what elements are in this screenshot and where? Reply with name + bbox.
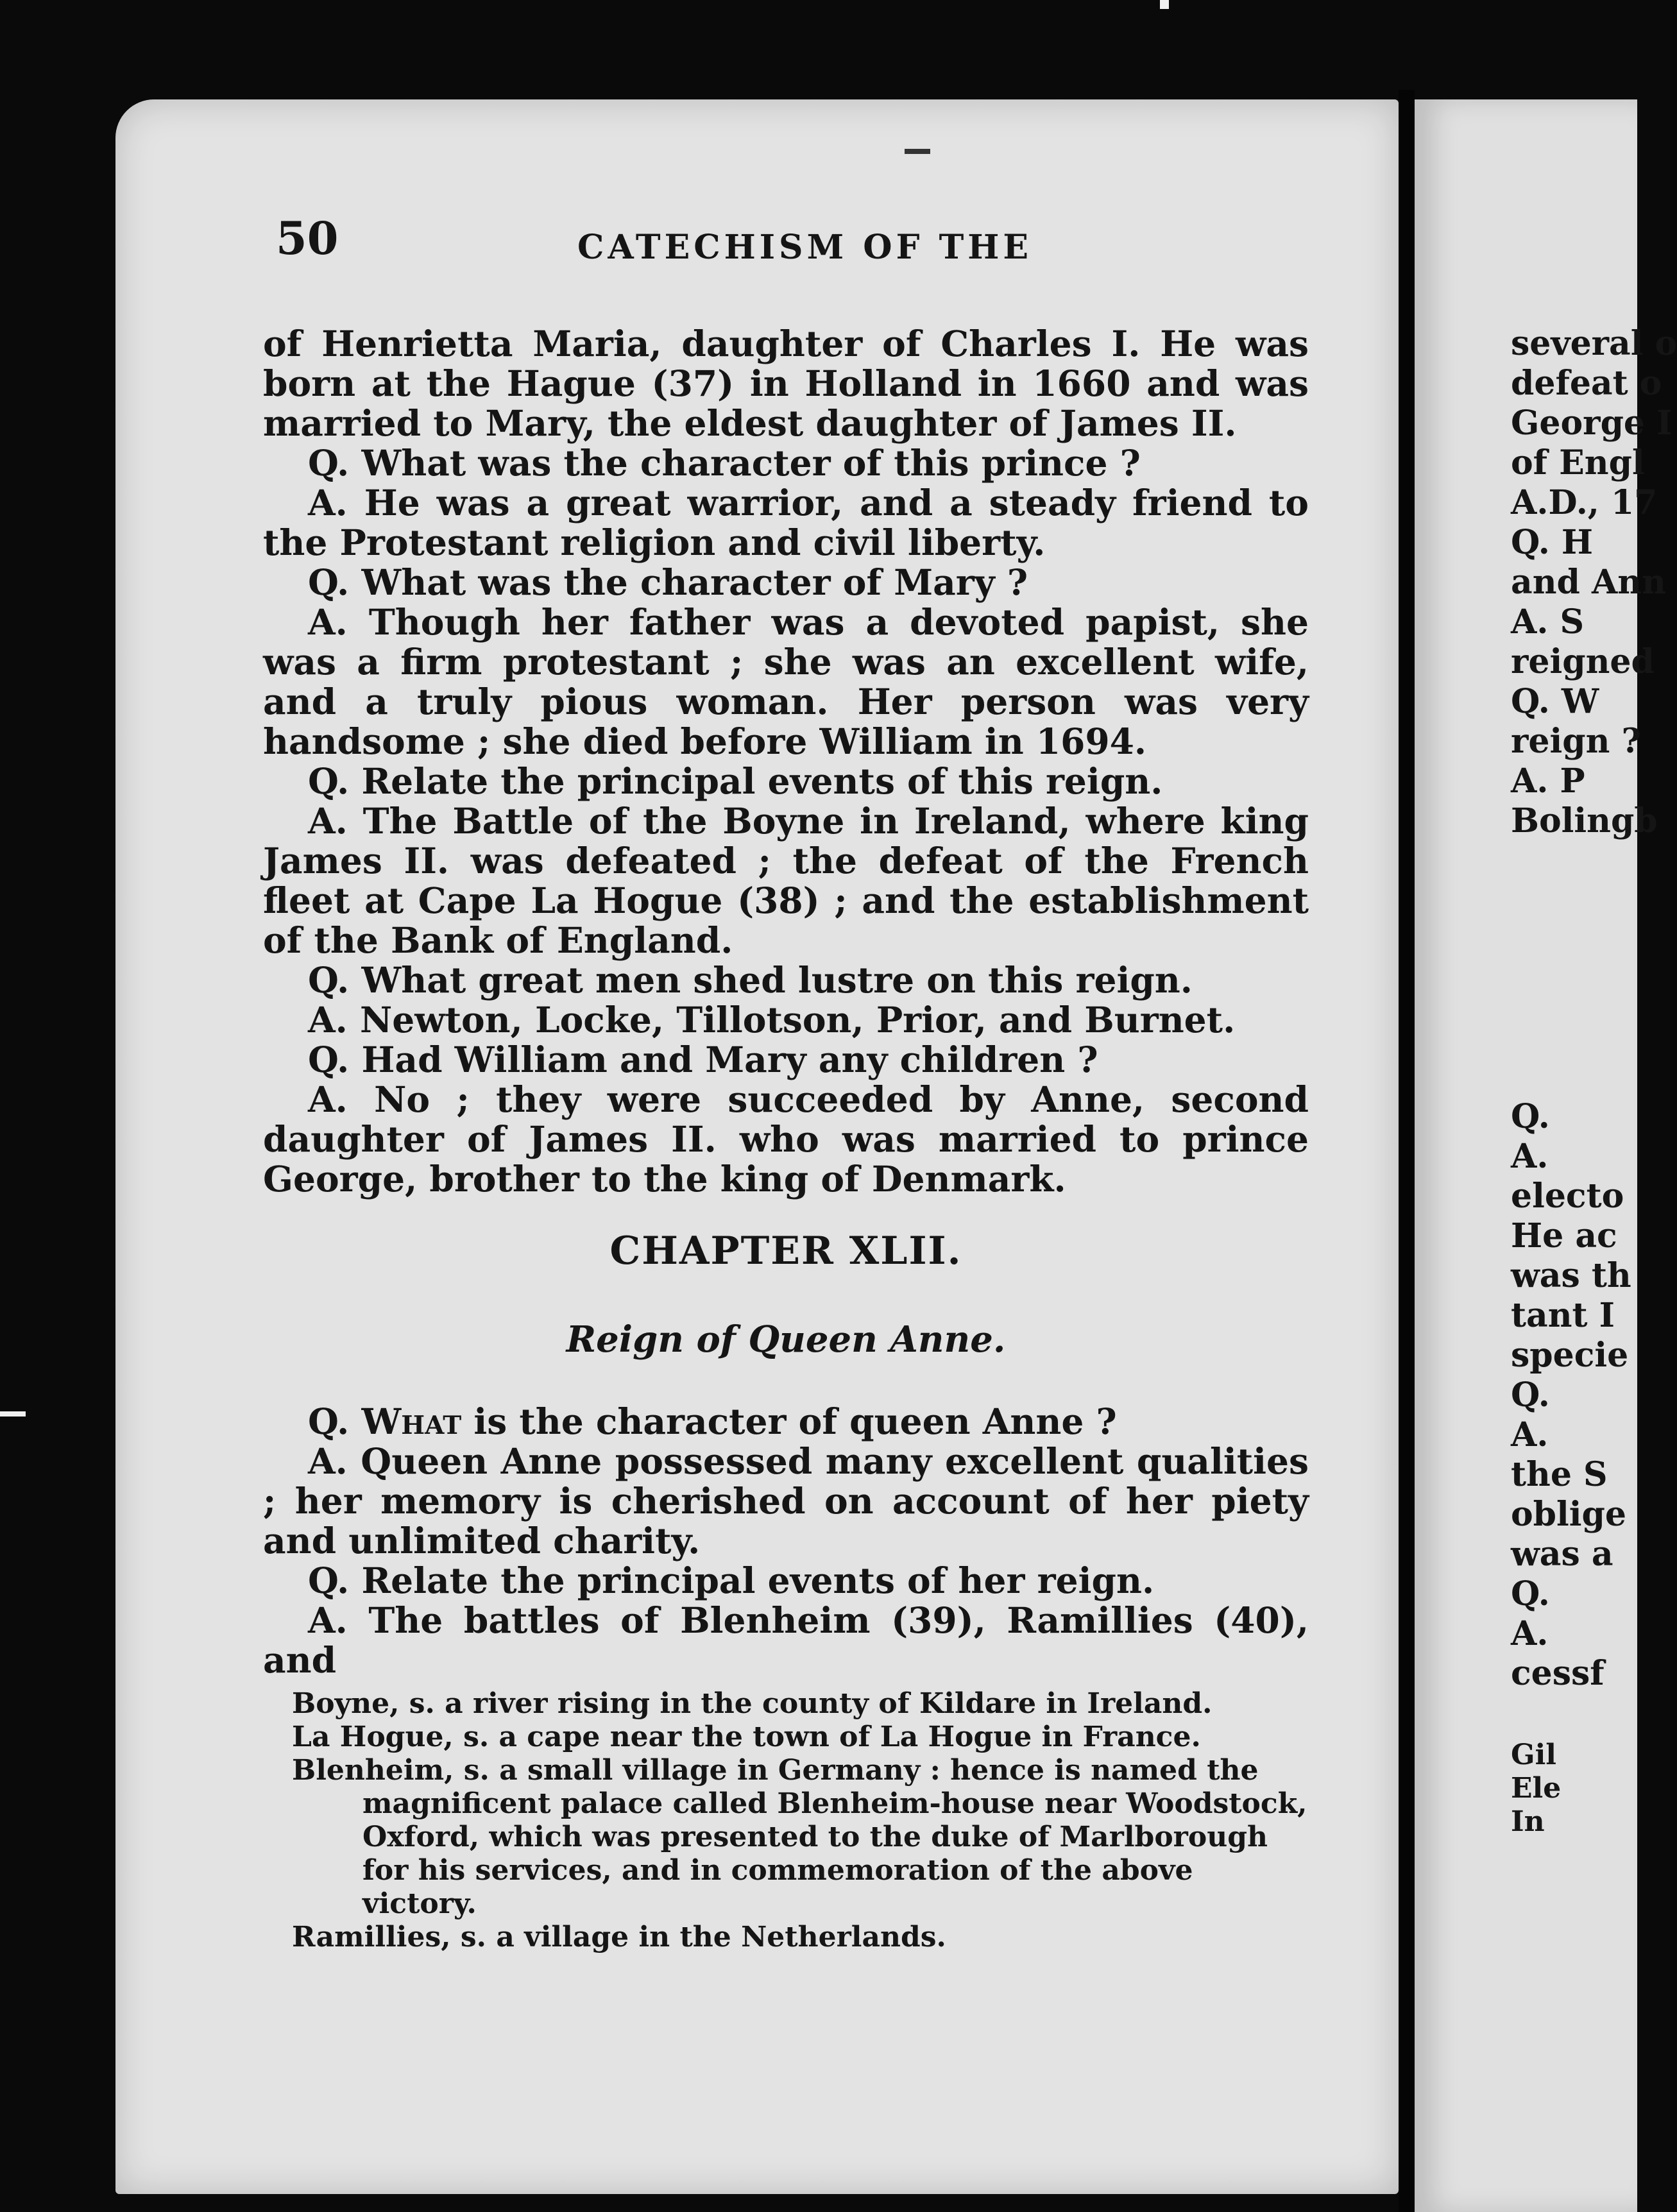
- right-line: the S: [1511, 1455, 1608, 1494]
- right-line: cessf: [1511, 1654, 1605, 1693]
- chapter-subtitle: Reign of Queen Anne.: [566, 1318, 1006, 1361]
- paragraph: A. He was a great warrior, and a steady friend to the Protestant religion and civil liberty.: [263, 482, 1309, 563]
- scan-speck: [0, 1411, 26, 1417]
- right-line: was a: [1511, 1535, 1613, 1574]
- right-line: A.: [1511, 1415, 1549, 1454]
- body-text: [263, 324, 1309, 1199]
- footnote: La Hogue, s. a cape near the town of La Hogue in France.: [292, 1721, 1201, 1753]
- right-line: defeat o: [1511, 364, 1662, 403]
- right-line: specie: [1511, 1336, 1629, 1375]
- right-line: Ele: [1511, 1772, 1562, 1805]
- right-line: electo: [1511, 1177, 1624, 1216]
- right-line: reign ?: [1511, 722, 1641, 761]
- paragraph: A. Queen Anne possessed many excellent qualities ; her memory is cherished on account of her piety and unlimited charity.: [263, 1440, 1309, 1561]
- paragraph: Q. Relate the principal events of this reign.: [308, 760, 1163, 802]
- right-line: A.D., 17: [1511, 483, 1658, 522]
- right-line: oblige: [1511, 1495, 1626, 1534]
- right-line: Q.: [1511, 1375, 1550, 1415]
- paragraph-rest: is the character of queen Anne ?: [473, 1400, 1117, 1442]
- running-head: CATECHISM OF THE: [577, 228, 1033, 267]
- right-line: and Ann: [1511, 563, 1666, 602]
- right-line: of Engl: [1511, 443, 1645, 482]
- footnote: Blenheim, s. a small village in Germany : hence is named the magnificent palace called Blenheim-house near Woodstock, Oxford, which was presented to the duke of Marlborough for his services, and in commemoration of the above victory.: [292, 1754, 1307, 1920]
- right-line: was th: [1511, 1256, 1631, 1295]
- right-line: several o: [1511, 324, 1677, 363]
- page-number: 50: [276, 212, 339, 265]
- right-line: In: [1511, 1805, 1545, 1838]
- paragraph: Q. Relate the principal events of her reign.: [308, 1560, 1155, 1601]
- chapter-first-word: What: [361, 1400, 462, 1442]
- right-line: A. S: [1511, 602, 1585, 642]
- right-line: Gil: [1511, 1739, 1557, 1771]
- right-line: George I: [1511, 404, 1673, 443]
- chapter-body: [263, 1402, 1309, 1680]
- right-page-footnotes: [1511, 1739, 1652, 1839]
- right-line: Q.: [1511, 1097, 1550, 1136]
- paragraph: A. No ; they were succeeded by Anne, second daughter of James II. who was married to prince George, brother to the king of Denmark.: [263, 1078, 1309, 1200]
- paragraph: Q. What was the character of Mary ?: [308, 561, 1028, 603]
- footnote: Ramillies, s. a village in the Netherlands.: [292, 1921, 946, 1953]
- paragraph: A. The battles of Blenheim (39), Ramillies (40), and: [263, 1599, 1309, 1681]
- right-line: tant I: [1511, 1296, 1615, 1335]
- right-page-text-top: [1511, 324, 1677, 841]
- paragraph: A. Newton, Locke, Tillotson, Prior, and Burnet.: [308, 999, 1236, 1041]
- paragraph: Q. Had William and Mary any children ?: [308, 1039, 1098, 1080]
- right-line: He ac: [1511, 1216, 1617, 1255]
- right-page-text-middle: [1511, 1097, 1652, 1694]
- paragraph: of Henrietta Maria, daughter of Charles I. He was born at the Hague (37) in Holland in 1660 and was married to Mary, the eldest daughter of James II.: [263, 323, 1309, 444]
- footnote: Boyne, s. a river rising in the county of Kildare in Ireland.: [292, 1687, 1213, 1720]
- paragraph: Q. What great men shed lustre on this reign.: [308, 959, 1193, 1001]
- paragraph: Q. What was the character of this prince ?: [308, 442, 1141, 484]
- right-line: A.: [1511, 1614, 1549, 1653]
- right-line: A.: [1511, 1137, 1549, 1176]
- book-gutter: [1399, 90, 1415, 2212]
- paragraph: A. Though her father was a devoted papist, she was a firm protestant ; she was an excellent wife, and a truly pious woman. Her person was very handsome ; she died before William in 1694.: [263, 601, 1309, 762]
- right-line: Bolingb: [1511, 801, 1658, 840]
- top-dash: [905, 149, 930, 154]
- right-line: reigned: [1511, 642, 1655, 681]
- right-line: Q. W: [1511, 682, 1599, 721]
- right-line: A. P: [1511, 761, 1585, 801]
- chapter-heading: CHAPTER XLII.: [609, 1229, 962, 1273]
- paragraph: Q. What is the character of queen Anne ?: [308, 1400, 1117, 1442]
- footnotes: [292, 1687, 1312, 1954]
- paragraph: A. The Battle of the Boyne in Ireland, where king James II. was defeated ; the defeat of the French fleet at Cape La Hogue (38) ; and the establishment of the Bank of England.: [263, 800, 1309, 961]
- right-line: Q.: [1511, 1574, 1550, 1613]
- right-line: Q. H: [1511, 523, 1594, 562]
- scan-speck: [1160, 0, 1169, 9]
